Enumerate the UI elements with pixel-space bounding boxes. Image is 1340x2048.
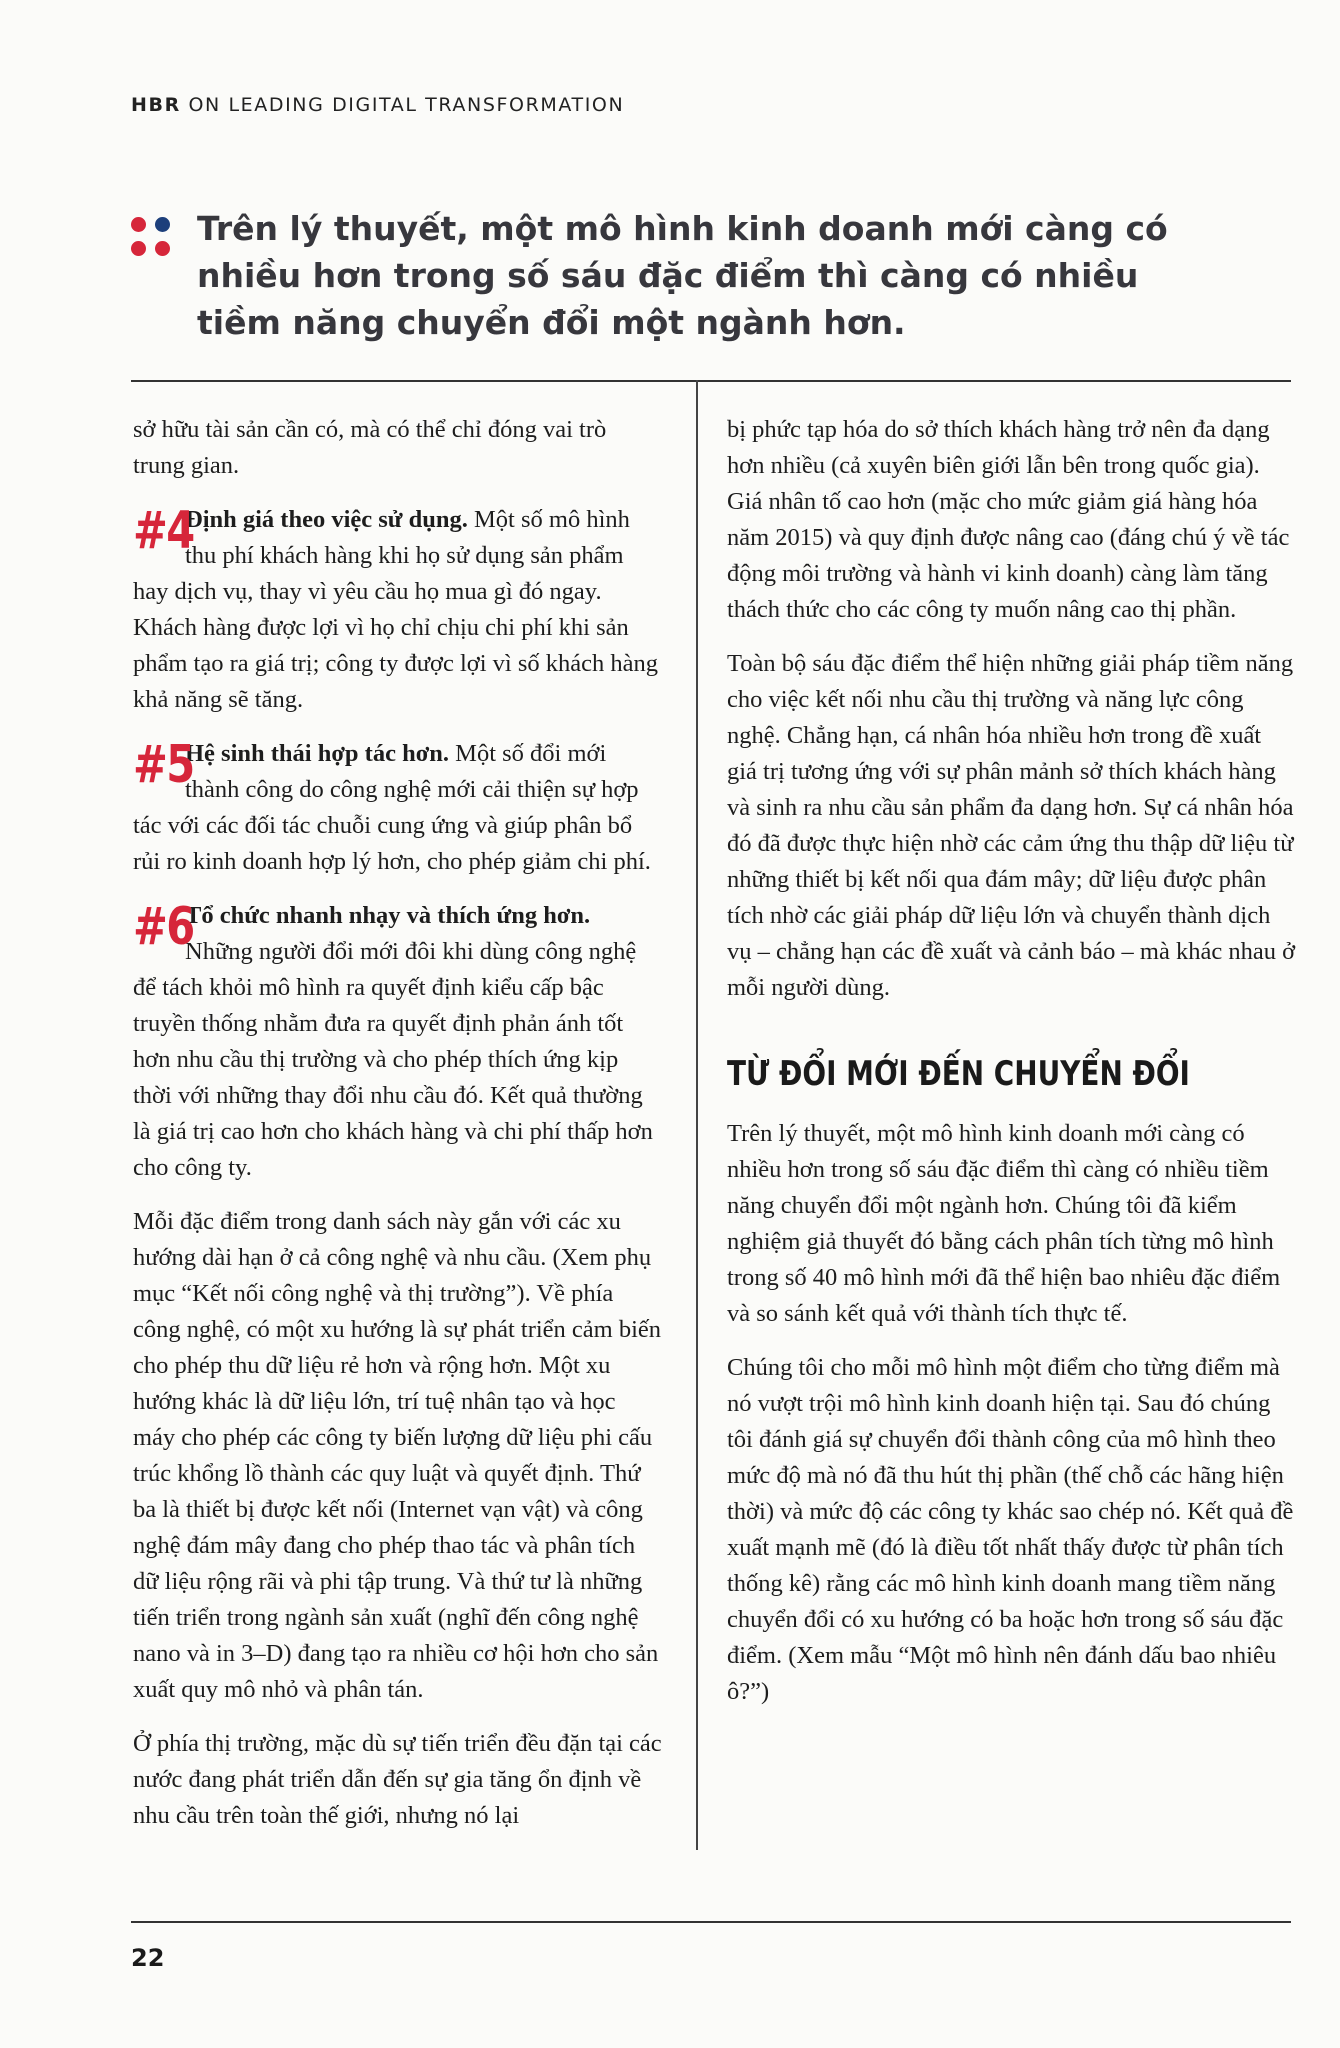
bullet-dots-icon (131, 217, 175, 261)
running-header (131, 94, 624, 116)
feature-4 (133, 502, 663, 718)
body-paragraph: bị phức tạp hóa do sở thích khách hàng trở nên đa dạng hơn nhiều (cả xuyên biên giới lẫn bên trong quốc gia). Giá nhân tố cao hơn (mặc cho mức giảm giá hàng hóa năm 2015) và quy định được nâng cao (đáng chú ý về tác động môi trường và hành vi kinh doanh) càng làm tăng thách thức cho các công ty muốn nâng cao thị phần. (727, 416, 1290, 623)
body-paragraph: Ở phía thị trường, mặc dù sự tiến triển đều đặn tại các nước đang phát triển dẫn đến sự gia tăng ổn định về nhu cầu trên toàn thế giới, nhưng nó lại (133, 1730, 662, 1829)
body-paragraph: Mỗi đặc điểm trong danh sách này gắn với các xu hướng dài hạn ở cả công nghệ và nhu cầu. (Xem phụ mục “Kết nối công nghệ và thị trường”). Về phía công nghệ, có một xu hướng là sự phát triển cảm biến cho phép thu dữ liệu rẻ hơn và rộng hơn. Một xu hướng khác là dữ liệu lớn, trí tuệ nhân tạo và học máy cho phép các công ty biến lượng dữ liệu phi cấu trúc khổng lồ thành các quy luật và quyết định. Thứ ba là thiết bị được kết nối (Internet vạn vật) và công nghệ đám mây đang cho phép thao tác và phân tích dữ liệu rộng rãi và phi tập trung. Và thứ tư là những tiến triển trong ngành sản xuất (nghĩ đến công nghệ nano và in 3–D) đang tạo ra nhiều cơ hội hơn cho sản xuất quy mô nhỏ và phân tán. (133, 1208, 662, 1703)
top-rule (131, 380, 1291, 382)
feature-body: Một số đổi mới thành công do công nghệ mới cải thiện sự hợp tác với các đối tác chuỗi cung ứng và giúp phân bổ rủi ro kinh doanh hợp lý hơn, cho phép giảm chi phí. (133, 740, 651, 875)
feature-body: Những người đổi mới đôi khi dùng công nghệ để tách khỏi mô hình ra quyết định kiểu cấp bậc truyền thống nhằm đưa ra quyết định phản ánh tốt hơn nhu cầu thị trường và cho phép thích ứng kịp thời với những thay đổi nhu cầu đó. Kết quả thường là giá trị cao hơn cho khách hàng và chi phí thấp hơn cho công ty. (133, 938, 653, 1181)
pullquote (131, 205, 1241, 346)
dot-blue-icon (155, 217, 170, 232)
bottom-rule (131, 1921, 1291, 1923)
feature-6 (133, 898, 663, 1186)
feature-title: Định giá theo việc sử dụng. (185, 506, 468, 533)
left-intro-paragraph: sở hữu tài sản cần có, mà có thể chỉ đóng vai trò trung gian. (133, 416, 607, 479)
dot-red-icon (131, 217, 146, 232)
dot-red-icon (131, 241, 146, 256)
body-paragraph: Chúng tôi cho mỗi mô hình một điểm cho từng điểm mà nó vượt trội mô hình kinh doanh hiện tại. Sau đó chúng tôi đánh giá sự chuyển đổi thành công của mô hình theo mức độ mà nó đã thu hút thị phần (thế chỗ các hãng hiện thời) và mức độ các công ty khác sao chép nó. Kết quả đề xuất mạnh mẽ (đó là điều tốt nhất thấy được từ phân tích thống kê) rằng các mô hình kinh doanh mang tiềm năng chuyển đổi có xu hướng có ba hoặc hơn trong số sáu đặc điểm. (Xem mẫu “Một mô hình nên đánh dấu bao nhiêu ô?”) (727, 1354, 1294, 1705)
feature-body: Một số mô hình thu phí khách hàng khi họ sử dụng sản phẩm hay dịch vụ, thay vì yêu cầu họ mua gì đó ngay. Khách hàng được lợi vì họ chỉ chịu chi phí khi sản phẩm tạo ra giá trị; công ty được lợi vì số khách hàng khả năng sẽ tăng. (133, 506, 658, 713)
left-column (133, 412, 663, 1852)
feature-5 (133, 736, 663, 880)
feature-number: #5 (133, 735, 194, 795)
dot-red-icon (155, 241, 170, 256)
feature-number: #6 (133, 897, 194, 957)
section-heading: TỪ ĐỔI MỚI ĐẾN CHUYỂN ĐỔI (727, 1054, 1190, 1094)
body-paragraph: Toàn bộ sáu đặc điểm thể hiện những giải pháp tiềm năng cho việc kết nối nhu cầu thị trường và năng lực công nghệ. Chẳng hạn, cá nhân hóa nhiều hơn trong đề xuất giá trị tương ứng với sự phân mảnh sở thích khách hàng và sinh ra nhu cầu sản phẩm đa dạng hơn. Sự cá nhân hóa đó đã được thực hiện nhờ các cảm ứng thu thập dữ liệu từ những thiết bị kết nối qua đám mây; dữ liệu được phân tích nhờ các giải pháp dữ liệu lớn và chuyển thành dịch vụ – chẳng hạn các đề xuất và cảnh báo – mà khác nhau ở mỗi người dùng. (727, 650, 1296, 1001)
feature-title: Hệ sinh thái hợp tác hơn. (185, 740, 450, 767)
right-column (727, 412, 1297, 1728)
body-paragraph: Trên lý thuyết, một mô hình kinh doanh mới càng có nhiều hơn trong số sáu đặc điểm thì càng có nhiều tiềm năng chuyển đổi một ngành hơn. Chúng tôi đã kiểm nghiệm giả thuyết đó bằng cách phân tích từng mô hình trong số 40 mô hình mới đã thể hiện bao nhiêu đặc điểm và so sánh kết quả với thành tích thực tế. (727, 1120, 1281, 1327)
page-number: 22 (131, 1944, 165, 1972)
header-brand: HBR (131, 94, 181, 116)
feature-number: #4 (133, 501, 194, 561)
header-series: ON LEADING DIGITAL TRANSFORMATION (188, 94, 625, 116)
pullquote-text: Trên lý thuyết, một mô hình kinh doanh mới càng có nhiều hơn trong số sáu đặc điểm thì càng có nhiều tiềm năng chuyển đổi một ngành hơn. (197, 209, 1168, 342)
feature-title: Tổ chức nhanh nhạy và thích ứng hơn. (185, 902, 591, 929)
column-divider (696, 380, 698, 1850)
